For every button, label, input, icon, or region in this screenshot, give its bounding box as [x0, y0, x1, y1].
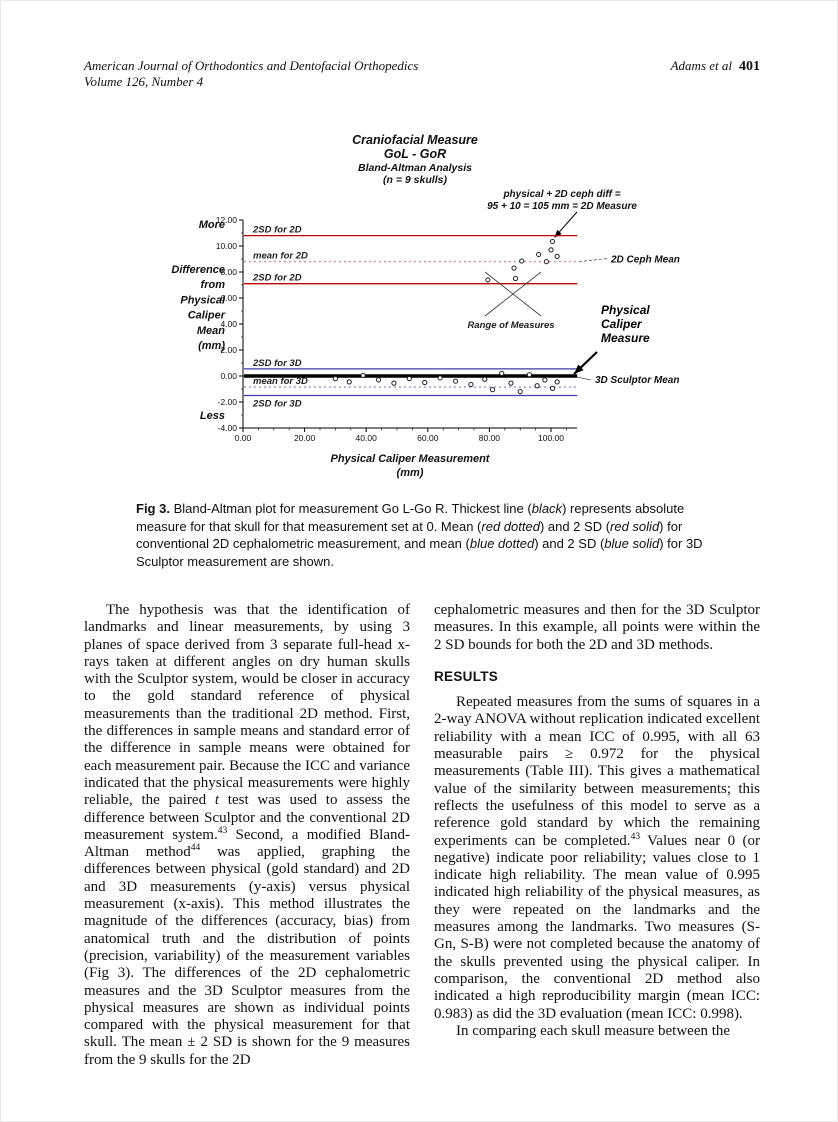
- chart-text: 2SD for 2D: [253, 272, 302, 284]
- text-segment: ) represents absolute measure for that skull for that measurement set at 0. Mean (: [136, 501, 685, 534]
- chart-text: (mm): [198, 340, 225, 352]
- text-segment: red dotted: [481, 518, 540, 534]
- chart-text: 0.00: [220, 371, 237, 381]
- scatter-points: [333, 239, 559, 393]
- data-point: [513, 276, 517, 280]
- data-point: [555, 254, 559, 258]
- data-point: [483, 377, 487, 381]
- text-segment: In comparing each skull measure between the: [456, 1022, 731, 1039]
- text-segment: 44: [190, 843, 201, 854]
- authors-name: Adams et al: [670, 58, 732, 73]
- data-point: [490, 388, 494, 392]
- left-column: [84, 602, 410, 1069]
- paragraph: [84, 602, 410, 1069]
- chart-text: -2.00: [217, 397, 237, 407]
- text-segment: 43: [217, 825, 228, 836]
- page-header: [84, 58, 760, 90]
- chart-text: from: [200, 279, 225, 292]
- paragraph: [434, 602, 760, 654]
- chart-text: 100.00: [538, 433, 564, 443]
- chart-text: 6.00: [220, 293, 237, 303]
- data-point: [520, 259, 524, 263]
- chart-text: 3D Sculptor Mean: [595, 375, 680, 386]
- chart-text: -4.00: [217, 423, 237, 433]
- text-segment: ) for conventional 2D cephalometric measurement, and mean (: [136, 518, 683, 551]
- bland-altman-figure: [125, 124, 825, 490]
- chart-text: 2SD for 3D: [253, 357, 302, 369]
- chart-text: 2SD for 2D: [253, 224, 302, 236]
- chart-text: More: [198, 219, 225, 231]
- text-segment: t: [214, 792, 220, 809]
- journal-title: American Journal of Orthodontics and Dentofacial Orthopedics: [84, 58, 419, 73]
- chart-text: 2D Ceph Mean: [611, 254, 680, 266]
- chart-text: 2SD for 3D: [253, 398, 302, 410]
- figure-caption: [136, 500, 712, 570]
- chart-text: mean for 2D: [253, 250, 308, 262]
- chart-text: mean for 3D: [253, 376, 308, 388]
- data-point: [486, 278, 490, 282]
- data-point: [549, 248, 553, 252]
- text-segment: was applied, graphing the differences between physical (gold standard) and 2D and 3D measurements (y-axis) versus physical measurement (x-axis). This method illustrates the magnitude of the differences (accuracy, bias) from anatomical truth and the distribution of points (precision, variability) of the measurement variables (Fig 3). The differences of the 2D cephalometric measures and the 3D Sculptor measures from the physical measures are shown as individual points compared with the physical measurement for that skull. The mean ± 2 SD is shown for the 9 measures from the 9 skulls for the 2D: [84, 844, 410, 1068]
- chart-text: Craniofacial Measure: [352, 133, 478, 147]
- chart-text: 40.00: [355, 433, 377, 443]
- chart-text: physical + 2D ceph diff =: [503, 189, 621, 200]
- body-text: [84, 602, 760, 1069]
- chart-text: GoL - GoR: [383, 147, 447, 161]
- chart-text: Physical: [180, 294, 225, 307]
- text-segment: Fig 3.: [136, 501, 174, 516]
- data-point: [537, 252, 541, 256]
- running-head: [671, 58, 760, 75]
- text-segment: 43: [630, 831, 641, 842]
- text-segment: test was used to assess the difference between Sculptor and the conventional 2D measurement system.: [84, 792, 410, 843]
- journal-volume: Volume 126, Number 4: [84, 74, 204, 89]
- chart-text: (n = 9 skulls): [383, 174, 447, 186]
- chart-text: Difference: [171, 264, 225, 276]
- chart-text: Bland-Altman Analysis: [358, 162, 472, 174]
- section-heading: RESULTS: [434, 668, 499, 684]
- text-segment: Repeated measures from the sums of squares in a 2-way ANOVA without replication indicated excellent reliability with a mean ICC of 0.995, with all 63 measurable pairs ≥ 0.972 for the physical measurements (Table III). This gives a mathematical value of the similarity between measurements; this reflects the usefulness of this model to serve as a reference gold standard by which the remaining experiments can be completed.: [434, 694, 760, 849]
- data-point: [407, 377, 411, 381]
- page-number: 401: [739, 59, 760, 74]
- journal-info: [84, 58, 418, 90]
- data-point: [469, 382, 473, 386]
- chart-text: 0.00: [234, 433, 252, 443]
- data-point: [347, 380, 351, 384]
- right-column: [434, 602, 760, 1069]
- data-point: [555, 380, 559, 384]
- chart-text: 20.00: [293, 433, 316, 443]
- chart-text: Less: [199, 410, 225, 422]
- text-segment: Second, a modified Bland-Altman method: [84, 826, 410, 861]
- chart-text: 80.00: [478, 433, 501, 443]
- data-point: [392, 381, 396, 385]
- text-segment: red solid: [610, 518, 660, 534]
- data-point: [423, 380, 427, 384]
- data-point: [500, 371, 504, 375]
- data-point: [550, 239, 554, 243]
- chart-text: 12.00: [215, 215, 237, 225]
- data-point: [543, 378, 547, 382]
- text-segment: Bland-Altman plot for measurement Go L-Go R. Thickest line (: [173, 501, 532, 516]
- paragraph: [434, 694, 760, 1023]
- data-point: [453, 379, 457, 383]
- chart-text: Physical Caliper Measurement: [330, 453, 490, 465]
- paragraph: [434, 1023, 760, 1040]
- text-segment: Values near 0 (or negative) indicate poor reliability; values close to 1 indicate high reliability. The mean value of 0.995 indicated high reliability of the physical measures, as they were repeated on the landmarks and the measures among the landmarks. Two measures (S-Gn, S-B) were not completed because the anatomy of the skulls prevented using the physical caliper. In comparison, the conventional 2D method also indicated a high reproducibility margin (mean ICC: 0.983) as did the 3D evaluation (mean ICC: 0.998).: [434, 832, 760, 1022]
- text-segment: ) for 3D Sculptor measurement are shown.: [136, 536, 703, 569]
- chart-text: Caliper: [187, 309, 225, 322]
- chart-text: Mean: [196, 324, 225, 337]
- chart-text: Range of Measures: [467, 320, 555, 331]
- chart-text: 95 + 10 = 105 mm = 2D Measure: [487, 201, 637, 212]
- chart-text: 10.00: [215, 241, 237, 251]
- data-point: [544, 260, 548, 264]
- data-point: [527, 373, 531, 377]
- text-segment: blue solid: [604, 536, 660, 551]
- bland-altman-chart: [125, 124, 825, 490]
- text-segment: ) and 2 SD (: [539, 518, 611, 534]
- data-point: [361, 373, 365, 377]
- data-point: [512, 266, 516, 270]
- text-segment: ) and 2 SD (: [534, 536, 605, 551]
- text-segment: The hypothesis was that the identification of landmarks and linear measurements, by using 3 planes of space derived from 3 separate full-head x-rays taken at different angles on dry human skulls with the Sculptor system, would be closer in accuracy to the gold standard reference of physical measurements than the traditional 2D method. First, the differences in sample means and standard error of the difference in sample means were obtained for each measurement pair. Because the ICC and variance indicated that the physical measurements were highly reliable, the paired: [84, 602, 410, 809]
- text-segment: cephalometric measures and then for the 3D Sculptor measures. In this example, all points were within the 2 SD bounds for both the 2D and 3D methods.: [434, 602, 760, 653]
- data-point: [550, 386, 554, 390]
- chart-text: Measure: [601, 331, 650, 345]
- text-segment: blue dotted: [469, 536, 535, 551]
- text-segment: black: [531, 501, 563, 516]
- data-point: [518, 390, 522, 394]
- data-point: [376, 378, 380, 382]
- data-point: [509, 381, 513, 385]
- chart-text: 8.00: [220, 267, 237, 277]
- data-point: [535, 384, 539, 388]
- chart-text: 2.00: [220, 345, 237, 355]
- chart-text: Physical: [601, 303, 650, 317]
- chart-text: 4.00: [220, 319, 237, 329]
- chart-text: Caliper: [601, 317, 642, 331]
- chart-text: 60.00: [417, 433, 439, 443]
- data-point: [333, 377, 337, 381]
- data-point: [438, 376, 442, 380]
- chart-text: (mm): [396, 467, 424, 479]
